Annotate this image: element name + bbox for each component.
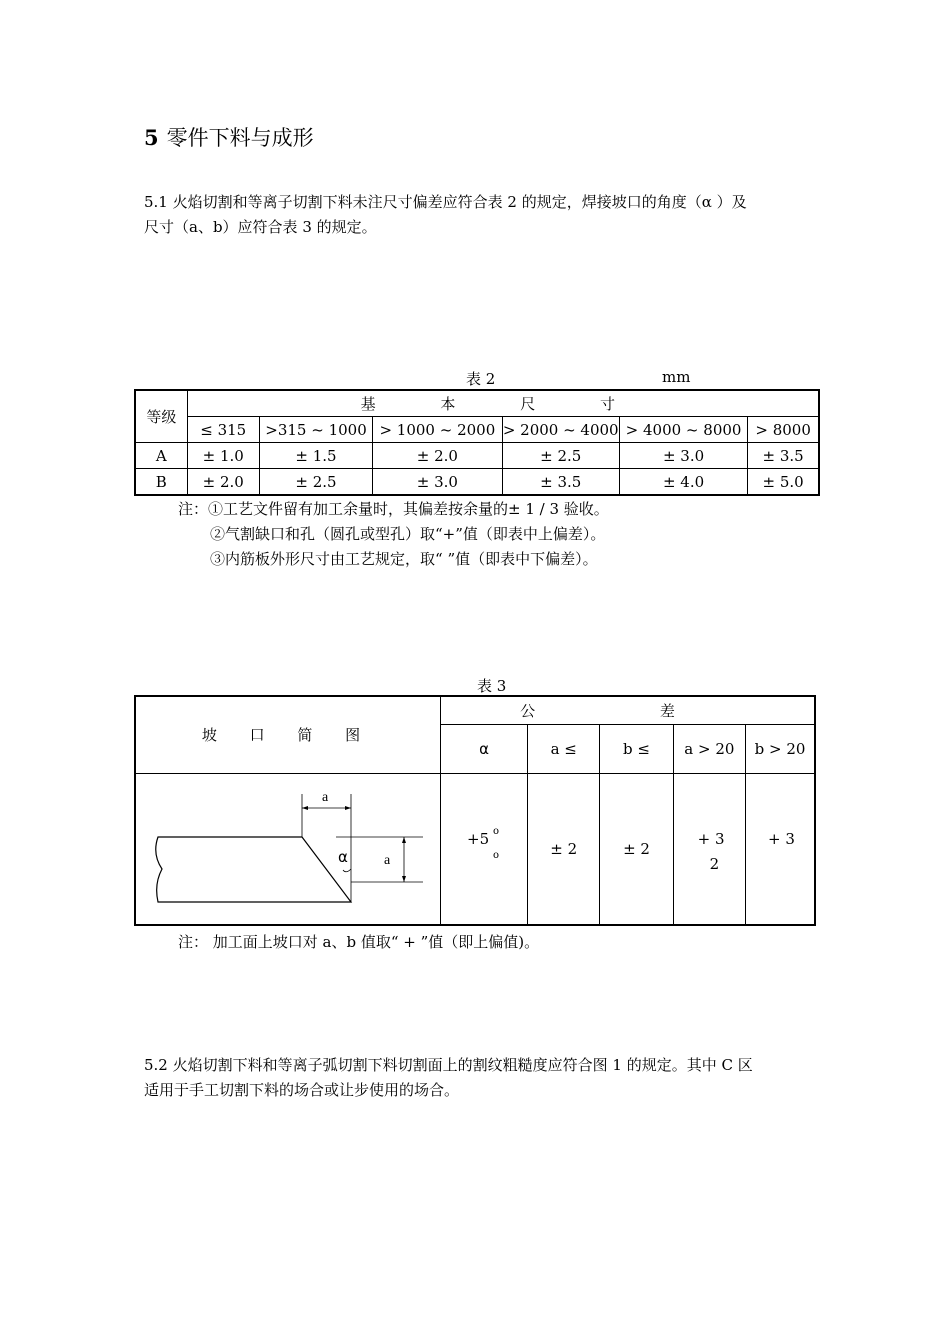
table-row — [135, 443, 819, 469]
table-row — [135, 773, 815, 925]
paragraph-line: 5.1 火焰切割和等离子切割下料未注尺寸偏差应符合表 2 的规定，焊接坡口的角度（α ）及 — [144, 193, 747, 211]
paragraph-5-1 — [144, 190, 814, 240]
value-cell: ± 1.5 — [259, 443, 372, 469]
alpha-degree-sup: o — [493, 825, 500, 837]
value-cell: ± 3.5 — [502, 469, 619, 496]
alpha-degree-sub: o — [493, 849, 500, 861]
value-cell: ± 4.0 — [619, 469, 747, 496]
diagram-header: 坡 口 简 图 — [135, 696, 441, 773]
column-header: ≤ 315 — [187, 417, 259, 443]
bevel-diagram-cell — [135, 773, 441, 925]
value-cell: ± 3.5 — [748, 443, 819, 469]
table-3 — [134, 695, 816, 926]
b-gt20-value: + 3 — [768, 829, 795, 848]
value-cell: ± 3.0 — [619, 443, 747, 469]
value-cell: ± 5.0 — [748, 469, 819, 496]
note-line: ③内筋板外形尺寸由工艺规定，取“ ”值（即表中下偏差）。 — [210, 550, 598, 568]
table3-note: 注： 加工面上坡口对 a、b 值取“ + ”值（即上偏值)。 — [178, 933, 540, 951]
alpha-tolerance-cell — [441, 773, 528, 925]
b-gt20-tolerance-cell — [746, 773, 815, 925]
a-le-tolerance-cell: ± 2 — [528, 773, 600, 925]
value-cell: ± 2.5 — [502, 443, 619, 469]
value-cell: ± 2.0 — [187, 469, 259, 496]
b-le-tolerance-cell: ± 2 — [600, 773, 673, 925]
column-header: a > 20 — [673, 724, 745, 773]
a-gt20-top: + 3 — [697, 829, 725, 848]
column-header: > 2000 ~ 4000 — [502, 417, 619, 443]
value-cell: ± 2.0 — [373, 443, 502, 469]
grade-cell: B — [135, 469, 187, 496]
table2-caption: 表 2 — [466, 370, 496, 388]
column-header: > 4000 ~ 8000 — [619, 417, 747, 443]
paragraph-line: 尺寸（a、b）应符合表 3 的规定。 — [144, 218, 377, 236]
table-row — [135, 469, 819, 496]
dimension-label-a-top: a — [322, 789, 329, 805]
angle-label-alpha: α — [338, 847, 348, 866]
column-header: b ≤ — [600, 724, 673, 773]
a-gt20-bottom: 2 — [709, 854, 720, 873]
table2-unit: mm — [662, 368, 691, 386]
value-cell: ± 1.0 — [187, 443, 259, 469]
column-header: > 1000 ~ 2000 — [373, 417, 502, 443]
column-header: b > 20 — [746, 724, 815, 773]
value-cell: ± 3.0 — [373, 469, 502, 496]
table-header-row — [135, 417, 819, 443]
section-heading — [144, 122, 314, 152]
grade-cell: A — [135, 443, 187, 469]
grade-header: 等级 — [135, 390, 187, 443]
section-number: 5 — [144, 125, 159, 150]
table3-caption: 表 3 — [477, 677, 507, 695]
column-header: α — [441, 724, 528, 773]
value-cell: ± 2.5 — [259, 469, 372, 496]
table2-notes — [178, 497, 609, 572]
section-title: 零件下料与成形 — [166, 126, 314, 150]
column-header: > 8000 — [748, 417, 819, 443]
paragraph-5-2 — [144, 1053, 814, 1103]
note-line: ②气割缺口和孔（圆孔或型孔）取“+”值（即表中上偏差）。 — [210, 525, 606, 543]
basic-size-header: 基 本 尺 寸 — [187, 390, 819, 417]
paragraph-line: 适用于手工切割下料的场合或让步使用的场合。 — [144, 1081, 460, 1099]
a-gt20-tolerance-cell — [673, 773, 745, 925]
tolerance-header: 公 差 — [441, 696, 816, 724]
dimension-label-a-side: a — [384, 852, 391, 868]
alpha-tolerance-value: +5 — [467, 829, 490, 848]
bevel-diagram — [136, 774, 440, 924]
table-2 — [134, 389, 820, 496]
column-header: >315 ~ 1000 — [259, 417, 372, 443]
column-header: a ≤ — [528, 724, 600, 773]
note-line: 注：①工艺文件留有加工余量时，其偏差按余量的± 1 / 3 验收。 — [178, 500, 609, 518]
paragraph-line: 5.2 火焰切割下料和等离子弧切割下料切割面上的割纹粗糙度应符合图 1 的规定。其中 C 区 — [144, 1056, 753, 1074]
